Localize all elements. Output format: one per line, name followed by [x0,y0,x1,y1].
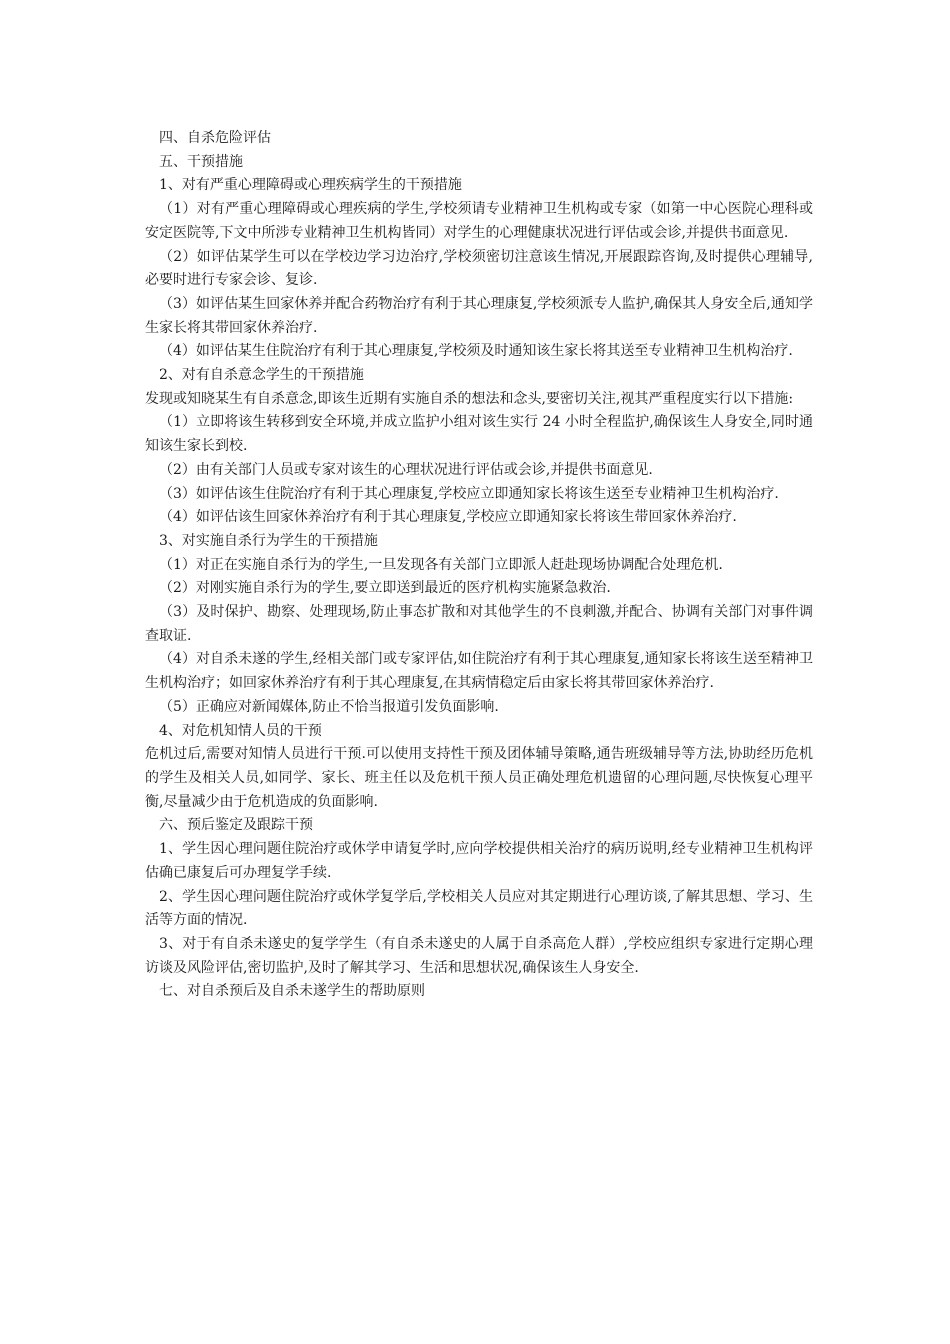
paragraph: （5）正确应对新闻媒体,防止不恰当报道引发负面影响. [159,698,499,715]
paragraph: 六、预后鉴定及跟踪干预 [159,817,313,834]
paragraph: 1、学生因心理问题住院治疗或休学申请复学时,应向学校提供相关治疗的病历说明,经专业精神卫生机构评估确已康复后可办理复学手续. [145,841,813,881]
paragraph: 2、对有自杀意念学生的干预措施 [159,367,364,384]
paragraph: 4、对危机知情人员的干预 [159,722,322,739]
paragraph: 五、干预措施 [159,153,243,170]
paragraph: 2、学生因心理问题住院治疗或休学复学后,学校相关人员应对其定期进行心理访谈,了解其思想、学习、生活等方面的情况. [145,888,813,929]
paragraph: （1）对有严重心理障碍或心理疾病的学生,学校须请专业精神卫生机构或专家（如第一中心医院心理科或安定医院等,下文中所涉专业精神卫生机构皆同）对学生的心理健康状况进行评估或会诊,并提供书面意见. [145,201,813,241]
paragraph: 1、对有严重心理障碍或心理疾病学生的干预措施 [159,177,462,194]
paragraph: （3）如评估某生回家休养并配合药物治疗有利于其心理康复,学校须派专人监护,确保其人身安全后,通知学生家长将其带回家休养治疗. [145,295,813,336]
document-body [145,127,813,1004]
paragraph: （3）及时保护、勘察、处理现场,防止事态扩散和对其他学生的不良刺激,并配合、协调有关部门对事件调查取证. [145,604,813,644]
paragraph: （4）如评估该生回家休养治疗有利于其心理康复,学校应立即通知家长将该生带回家休养治疗. [159,509,737,526]
paragraph: （3）如评估该生住院治疗有利于其心理康复,学校应立即通知家长将该生送至专业精神卫生机构治疗. [159,485,779,502]
paragraph: （1）立即将该生转移到安全环境,并成立监护小组对该生实行 24 小时全程监护,确保该生人身安全,同时通知该生家长到校. [145,414,813,455]
paragraph: 七、对自杀预后及自杀未遂学生的帮助原则 [159,983,425,1000]
paragraph: （1）对正在实施自杀行为的学生,一旦发现各有关部门立即派人赶赴现场协调配合处理危机. [159,556,723,573]
paragraph: 发现或知晓某生有自杀意念,即该生近期有实施自杀的想法和念头,要密切关注,视其严重程度实行以下措施: [145,390,794,407]
paragraph: 四、自杀危险评估 [159,130,271,146]
paragraph: （2）如评估某学生可以在学校边学习边治疗,学校须密切注意该生情况,开展跟踪咨询,及时提供心理辅导,必要时进行专家会诊、复诊. [145,248,813,289]
paragraph: （4）如评估某生住院治疗有利于其心理康复,学校须及时通知该生家长将其送至专业精神卫生机构治疗. [159,343,793,360]
paragraph: （2）由有关部门人员或专家对该生的心理状况进行评估或会诊,并提供书面意见. [159,461,653,478]
paragraph: 3、对于有自杀未遂史的复学学生（有自杀未遂史的人属于自杀高危人群）,学校应组织专家进行定期心理访谈及风险评估,密切监护,及时了解其学习、生活和思想状况,确保该生人身安全. [145,935,813,976]
paragraph: （2）对刚实施自杀行为的学生,要立即送到最近的医疗机构实施紧急救治. [159,580,611,597]
paragraph: 危机过后,需要对知情人员进行干预.可以使用支持性干预及团体辅导策略,通告班级辅导等方法,协助经历危机的学生及相关人员,如同学、家长、班主任以及危机干预人员正确处理危机遗留的心理问题,尽快恢复心理平衡,尽量减少由于危机造成的负面影响. [145,746,813,810]
paragraph: 3、对实施自杀行为学生的干预措施 [159,532,378,549]
paragraph: （4）对自杀未遂的学生,经相关部门或专家评估,如住院治疗有利于其心理康复,通知家长将该生送至精神卫生机构治疗；如回家休养治疗有利于其心理康复,在其病情稳定后由家长将其带回家休养治疗. [145,651,813,692]
